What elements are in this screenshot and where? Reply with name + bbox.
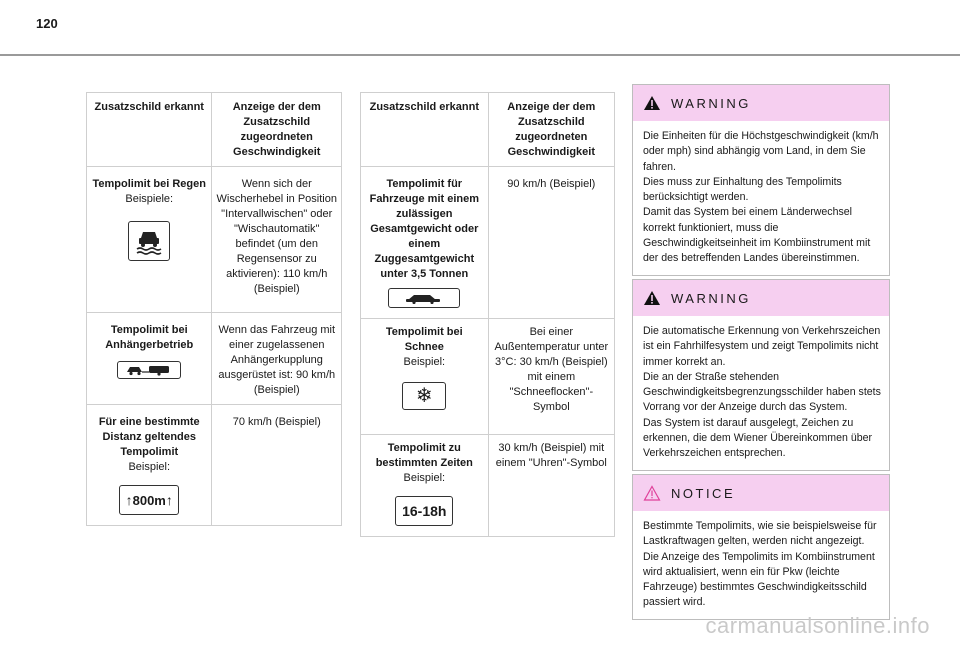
table-header-row [87, 93, 342, 167]
condition-subtitle: Beispiel: [403, 472, 446, 484]
column-header-detected: Zusatzschild erkannt [87, 93, 212, 167]
warning-label: WARNING [671, 95, 751, 111]
warning-box [632, 84, 890, 276]
notice-paragraph: Das System ist darauf ausgelegt, Zeichen zu erkennen, die dem Wiener Übereinkommen über Verkehrszeichen entsprechen. [643, 416, 873, 460]
condition-title: Tempolimit bei Regen [92, 178, 206, 190]
condition-title: Tempolimit bei Anhängerbetrieb [105, 324, 194, 351]
warning-label: WARNING [671, 290, 751, 306]
speed-cell: 90 km/h (Beispiel) [488, 167, 614, 319]
warning-triangle-icon [643, 95, 661, 111]
sign-cell [87, 313, 212, 405]
time-sign-icon [395, 496, 453, 526]
warning-header [633, 280, 889, 316]
condition-title: Für eine bestimmte Distanz geltendes Tempolimit [98, 416, 200, 458]
snowflake-icon: ❄ [402, 382, 446, 410]
sign-cell [87, 167, 212, 313]
notice-paragraph: Dies muss zur Einhaltung des Tempolimits berücksichtigt werden. [643, 175, 842, 204]
rain-road-icon [128, 221, 170, 261]
speed-cell: 70 km/h (Beispiel) [212, 405, 342, 526]
notice-paragraph: Die Anzeige des Tempolimits im Kombiinstrument wird aktualisiert, wenn ein für Pkw (leichte Fahrzeuge) bestimmtes Geschwindigkeitsschild passiert wird. [643, 550, 875, 609]
sign-cell [361, 319, 489, 435]
notice-triangle-icon [643, 485, 661, 501]
condition-subtitle: Beispiel: [128, 461, 171, 473]
signs-table-left [86, 92, 342, 526]
notice-paragraph: Die Einheiten für die Höchstgeschwindigkeit (km/h oder mph) sind abhängig vom Land, in dem Sie fahren. [643, 130, 879, 173]
condition-title: Tempolimit für Fahrzeuge mit einem zulässigen Gesamtgewicht oder einem Zuggesamtgewicht unter 3,5 Tonnen [369, 178, 480, 280]
warning-text [633, 316, 889, 470]
speed-cell: 30 km/h (Beispiel) mit einem "Uhren"-Symbol [488, 435, 614, 537]
time-sign-text: 16-18h [402, 502, 447, 519]
notice-paragraph: Damit das System bei einem Länderwechsel korrekt funktioniert, muss die Geschwindigkeitseinheit im Kombiinstrument mit der des betreffenden Landes übereinstimmen. [643, 206, 871, 265]
warning-header [633, 85, 889, 121]
condition-title: Tempolimit zu bestimmten Zeiten [375, 442, 473, 469]
table-row [87, 167, 342, 313]
header-rule [0, 54, 960, 56]
notice-label: NOTICE [671, 485, 736, 501]
warning-text [633, 121, 889, 275]
notice-text [633, 511, 889, 619]
notice-header [633, 475, 889, 511]
signs-table-right [360, 92, 615, 537]
car-trailer-icon [117, 361, 181, 379]
table-row [87, 405, 342, 526]
table-row [361, 435, 615, 537]
speed-cell: Wenn das Fahrzeug mit einer zugelassenen Anhängerkupplung ausgerüstet ist: 90 km/h (Beispiel) [212, 313, 342, 405]
sign-cell [361, 167, 489, 319]
condition-subtitle: Beispiel: [403, 356, 446, 368]
speed-cell: Wenn sich der Wischerhebel in Position "Intervallwischen" oder "Wischautomatik" befindet (um den Regensensor zu aktivieren): 110 km/h (Beispiel) [212, 167, 342, 313]
sign-cell [361, 435, 489, 537]
sign-cell [87, 405, 212, 526]
notice-paragraph: Die automatische Erkennung von Verkehrszeichen ist ein Fahrhilfesystem und zeigt Tempolimits nicht immer korrekt an. [643, 325, 881, 368]
table-row [361, 167, 615, 319]
table-row [87, 313, 342, 405]
page-number: 120 [36, 16, 58, 31]
notice-box [632, 474, 890, 620]
distance-sign-text: 800m [132, 492, 166, 508]
table-header-row [361, 93, 615, 167]
notice-paragraph: Die an der Straße stehenden Geschwindigkeitsbegrenzungsschilder haben stets Vorrang vor der Anzeige durch das System. [643, 370, 881, 414]
car-icon [388, 288, 460, 308]
condition-title: Tempolimit bei Schnee [385, 326, 463, 353]
table-row [361, 319, 615, 435]
column-header-speed: Anzeige der dem Zusatzschild zugeordneten Geschwindigkeit [488, 93, 614, 167]
notice-paragraph: Bestimmte Tempolimits, wie sie beispielsweise für Lastkraftwagen gelten, werden nicht angezeigt. [643, 520, 877, 548]
condition-subtitle: Beispiele: [125, 193, 174, 205]
column-header-detected: Zusatzschild erkannt [361, 93, 489, 167]
speed-cell: Bei einer Außentemperatur unter 3°C: 30 km/h (Beispiel) mit einem "Schneeflocken"-Symbol [488, 319, 614, 435]
watermark: carmanualsonline.info [705, 613, 930, 638]
distance-arrows-icon: ↑ 800m ↑ [119, 485, 179, 515]
column-header-speed: Anzeige der dem Zusatzschild zugeordneten Geschwindigkeit [212, 93, 342, 167]
warning-triangle-icon [643, 290, 661, 306]
warning-box [632, 279, 890, 471]
